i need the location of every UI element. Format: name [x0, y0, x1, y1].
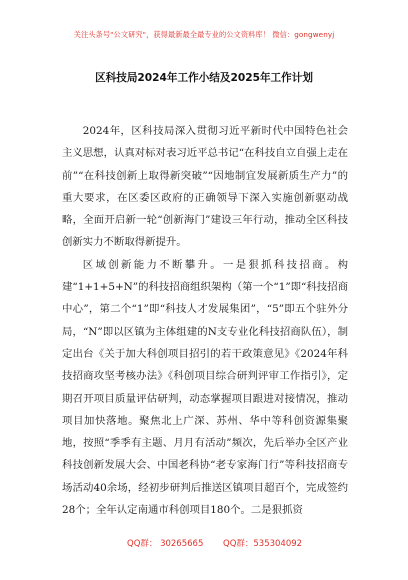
- document-title: 区科技局2024年工作小结及2025年工作计划: [95, 72, 313, 84]
- paragraph-innovation: 区域创新能力不断攀升。一是狠抓科技招商。构建“1+1+5+N”的科技招商组织架构（第一个“1”即“科技招商中心”，第二个“1”即“科技人才发展集团”，“5”即五个驻外分局，“N”即以区镇为主体组建的N支专业化科技招商队伍），制定出台《关于加大科创项目招引的若干政策意见》《2024年科技招商攻坚考核办法》《科创项目综合研判评审工作指引》，定期召开项目质量评估研判，动态掌握项目跟进对接情况，推动项目加快落地。聚焦北上广深、苏州、华中等科创资源集聚地，按照“季季有主题、月月有活动”频次，先后举办全区产业科技创新发展大会、中国老科协“老专家海门行”等科技招商专场活动40余场，经初步研判后推送区镇项目超百个，完成签约28个；全年认定南通市科创项目180个。二是狠抓资: [62, 258, 348, 517]
- footer-qq-group-left: QQ群： 30265665: [127, 539, 204, 549]
- paragraph-intro: 2024年，区科技局深入贯彻习近平新时代中国特色社会主义思想，认真对标对表习近平总书记“在科技自立自强上走在前”“在科技创新上取得新突破”“因地制宜发展新质生产力”的重大要求，在区委区政府的正确领导下深入实施创新驱动战略，全面开启新一轮“创新海门”建设三年行动，推动全区科技创新实力不断取得新提升。: [62, 125, 348, 249]
- header-banner: 关注头条号"公文研究"，获得最新最全最专业的公文资料库！ 微信：gongwenyj: [73, 30, 335, 39]
- footer-qq-group-right: QQ群：535304092: [223, 539, 303, 549]
- document-body: [62, 120, 348, 521]
